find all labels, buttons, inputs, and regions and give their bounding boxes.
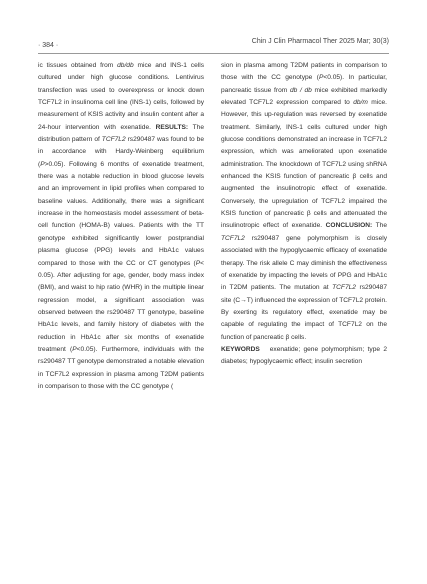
left-column [38,60,204,393]
italic-term: TCF7L2 [332,284,356,292]
text-run: mice exhibited markedly elevated TCF7L2 expression compared to [221,86,387,107]
italic-term: TCF7L2 [101,136,126,144]
text-run: rs290487 site (C→T) influenced the expression of TCF7L2 protein. By exerting its regulatory effect, exenatide may be capable of regulating the impact of TCF7L2 on the function of pancreatic β cells. [221,284,387,341]
text-run: <0.05). In particular, pancreatic tissue from [221,74,387,94]
journal-citation: Chin J Clin Pharmacol Ther 2025 Mar; 30(3) [251,38,389,45]
right-column [221,60,387,369]
italic-term: P [72,345,77,353]
text-run: rs290487 gene polymorphism is closely associated with the hypoglycaemic efficacy of exenatide therapy. The risk allele C may diminish the effectiveness of exenatide by impacting the levels of PPG and HbA1c in T2DM patients. The mutation at [221,234,387,292]
text-run: <0.05). Furthermore, individuals with the rs290487 TT genotype demonstrated a notable elevation in TCF7L2 expression in plasma among T2DM patients in comparison to those with the CC genotype ( [38,345,204,390]
keywords [221,344,387,369]
text-run: rs290487 was found to be in accordance with Hardy-Weinberg equilibrium ( [38,136,204,168]
abstract-text-left [38,60,204,393]
running-header [38,38,389,52]
italic-term: P [318,74,324,82]
page-number: · 384 · [38,42,59,49]
text-run: sion in plasma among T2DM patients in comparison to those with the CC genotype ( [221,62,387,82]
text-run: mice and INS-1 cells cultured under high glucose conditions. Lentivirus transfection was used to overexpress or knock down TCF7L2 in insulinoma cell line (INS-1) cells, followed by measurement of KSIS activity and insulin content after a 24-hour intervention with exenatide. [38,62,204,131]
header-rule [38,53,389,54]
text-run: The distribution pattern of [38,123,204,144]
text-run: >0.05). Following 6 months of exenatide treatment, there was a notable reduction in blood glucose levels and an improvement in lipid profiles when compared to baseline values. Additionally, there was a significant increase in the homeostasis model assessment of beta-cell function (HOMA-B) values. Patients with the TT genotype exhibited significantly lower postprandial plasma glucose (PPG) levels and HbA1c values compared to those with the CC or CT genotypes ( [38,160,204,267]
keywords-label: KEYWORDS [221,345,260,353]
italic-term: P [195,259,201,267]
keywords-text: exenatide; gene polymorphism; type 2 diabetes; hypoglycaemic effect; insulin secretion [221,345,388,366]
section-label: CONCLUSION: [325,222,373,230]
italic-term: db / db [289,86,312,94]
abstract-text-right [221,60,387,344]
text-run: < 0.05). After adjusting for age, gender, body mass index (BMI), and waist to hip ratio (WHR) in the multiple linear regression model, a significant association was observed between the rs290487 TT genotype, baseline HbA1c levels, and family history of diabetes with the reduction in HbA1c after six months of exenatide treatment ( [38,259,204,353]
text-run: mice. However, this up-regulation was reversed by exenatide treatment. Similarly, INS-1 cells cultured under high glucose conditions demonstrated an increase in TCF7L2 expression, which was ameliorated upon exenatide administration. The knockdown of TCF7L2 using shRNA enhanced the KSIS function of pancreatic β cells and augmented the insulinotropic effect of exenatide. Conversely, the upregulation of TCF7L2 impaired the KSIS function of pancreatic β cells and attenuated the insulinotropic effect of exenatide. [221,99,387,230]
italic-term: P [40,160,45,168]
italic-term: TCF7L2 [221,234,245,242]
text-run: ic tissues obtained from [38,62,118,69]
text-run: The [372,222,388,230]
section-label: RESULTS: [155,123,189,131]
italic-term: db/db [117,62,134,69]
italic-term: db/m [353,99,368,107]
